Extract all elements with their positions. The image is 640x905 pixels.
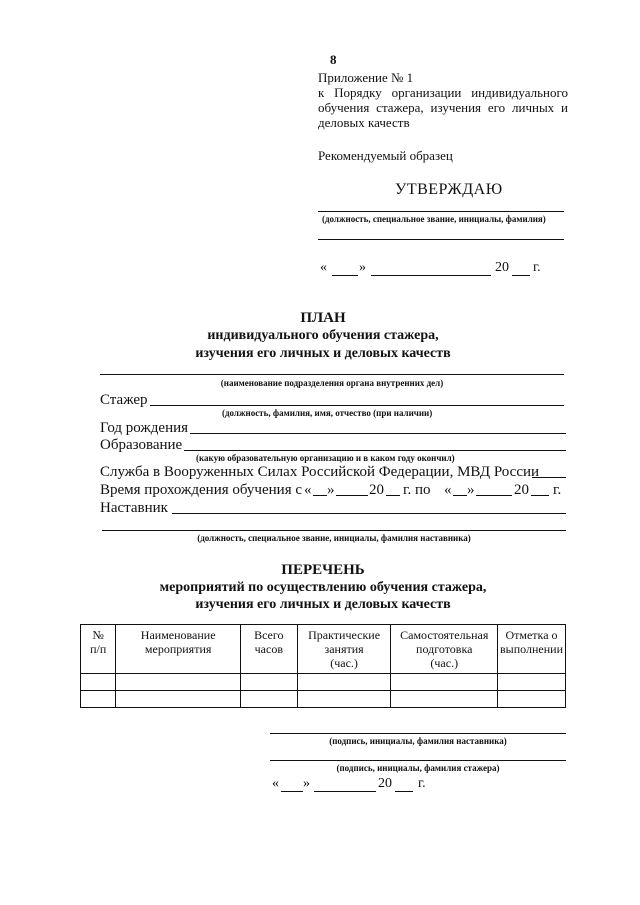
period-from-day-line[interactable] [313,495,327,496]
mentor-signature-line[interactable] [270,733,566,734]
col-practical [297,625,391,674]
period-from-year-line[interactable] [386,495,400,496]
approve-date [320,260,327,276]
period-from-month-line[interactable] [336,495,368,496]
period-from-g: г. по [403,482,431,498]
mentor-caption: (должность, специальное звание, инициалы, фамилия наставника) [197,533,471,543]
table-cell[interactable] [116,691,241,708]
education-caption: (какую образовательную организацию и в каком году окончил) [196,453,455,463]
birth-year-line[interactable] [190,433,566,434]
period-to-g: г. [553,482,562,498]
service-label: Служба в Вооруженных Силах Российской Федерации, МВД России [100,464,540,480]
trainee-caption: (должность, фамилия, имя, отчество (при наличии) [222,408,433,418]
table-header-row [81,625,566,674]
table-cell[interactable] [116,674,241,691]
period-to-day-line[interactable] [453,495,467,496]
unit-caption: (наименование подразделения органа внутренних дел) [220,378,444,388]
col-total-hours [240,625,297,674]
mentor-label: Наставник [100,500,168,516]
col-activity [116,625,241,674]
table-cell[interactable] [240,691,297,708]
col-total-l2: часов [254,642,283,656]
approve-date-open-quote: « [320,260,327,275]
service-line[interactable] [532,477,566,478]
list-subtitle-1: мероприятий по осуществлению обучения стажера, [159,580,487,595]
period-label: Время прохождения обучения с [100,482,302,498]
period-from-open-quote: « [304,482,312,498]
approve-year-suffix: г. [533,260,541,275]
approve-month-line[interactable] [371,275,491,276]
period-to-month-line[interactable] [476,495,512,496]
education-label: Образование [100,437,183,453]
approve-title: УТВЕРЖДАЮ [395,181,503,198]
page-number: 8 [330,52,337,67]
appendix-line-1: Приложение № 1 [318,70,414,85]
col-total-l1: Всего [254,628,284,642]
sig-day-line[interactable] [281,791,303,792]
period-to-year: 20 [514,482,529,498]
table-row [81,674,566,691]
table-cell[interactable] [297,691,391,708]
col-self-l1: Самостоятельная [400,628,489,642]
education-line[interactable] [184,450,566,451]
table-row [81,691,566,708]
sig-year-prefix: 20 [378,776,392,791]
table-cell[interactable] [81,691,116,708]
appendix-line-2: к Порядку организации индивидуального [318,85,568,100]
activities-table [80,624,566,708]
approve-day-line[interactable] [332,275,358,276]
appendix-header [318,70,568,130]
col-self-study [391,625,498,674]
table-cell[interactable] [391,674,498,691]
plan-subtitle-1: индивидуального обучения стажера, [207,328,439,343]
col-number-l1: № [92,628,104,642]
list-subtitle-2: изучения его личных и деловых качеств [195,597,451,612]
mentor-signature-caption: (подпись, инициалы, фамилия наставника) [329,736,507,746]
col-activity-l1: Наименование [140,628,216,642]
col-practical-l1: Практические [308,628,381,642]
period-from-year: 20 [369,482,384,498]
col-mark-l2: выполнении [500,642,563,656]
col-number-l2: п/п [90,642,107,656]
sig-month-line[interactable] [314,791,376,792]
table-cell[interactable] [81,674,116,691]
sig-date-close-quote: » [303,776,310,791]
sample-label: Рекомендуемый образец [318,148,453,163]
col-self-l2: подготовка [416,642,473,656]
plan-subtitle-2: изучения его личных и деловых качеств [195,346,451,361]
trainee-signature-line[interactable] [270,760,566,761]
trainee-signature-caption: (подпись, инициалы, фамилия стажера) [336,763,500,773]
col-practical-l3: (час.) [330,656,358,670]
mentor-line[interactable] [172,513,566,514]
period-to-year-line[interactable] [531,495,549,496]
appendix-line-4: деловых качеств [318,115,410,130]
approve-position-line[interactable] [318,211,564,212]
unit-line[interactable] [100,374,564,375]
col-completion-mark [498,625,566,674]
table-cell[interactable] [240,674,297,691]
period-from-close-quote: » [327,482,335,498]
sig-year-line[interactable] [395,791,413,792]
list-title: ПЕРЕЧЕНЬ [281,562,365,578]
approve-second-line[interactable] [318,239,564,240]
approve-caption: (должность, специальное звание, инициалы, фамилия) [322,214,546,224]
trainee-line[interactable] [150,405,564,406]
plan-title: ПЛАН [300,310,346,326]
col-practical-l2: занятия [324,642,364,656]
col-number [81,625,116,674]
col-activity-l2: мероприятия [144,642,212,656]
approve-year-line[interactable] [512,275,530,276]
table-cell[interactable] [498,691,566,708]
period-to-open-quote: « [444,482,452,498]
appendix-line-3: обучения стажера, изучения его личных и [318,100,568,115]
approve-year-prefix: 20 [495,260,509,275]
period-to-close-quote: » [467,482,475,498]
approve-date-close-quote: » [359,260,366,275]
trainee-label: Стажер [100,392,148,408]
birth-year-label: Год рождения [100,420,189,436]
sig-year-suffix: г. [418,776,426,791]
table-cell[interactable] [498,674,566,691]
table-cell[interactable] [391,691,498,708]
mentor-second-line[interactable] [102,530,566,531]
table-cell[interactable] [297,674,391,691]
col-self-l3: (час.) [430,656,459,670]
sig-date-open-quote: « [272,776,279,791]
col-mark-l1: Отметка о [505,628,558,642]
